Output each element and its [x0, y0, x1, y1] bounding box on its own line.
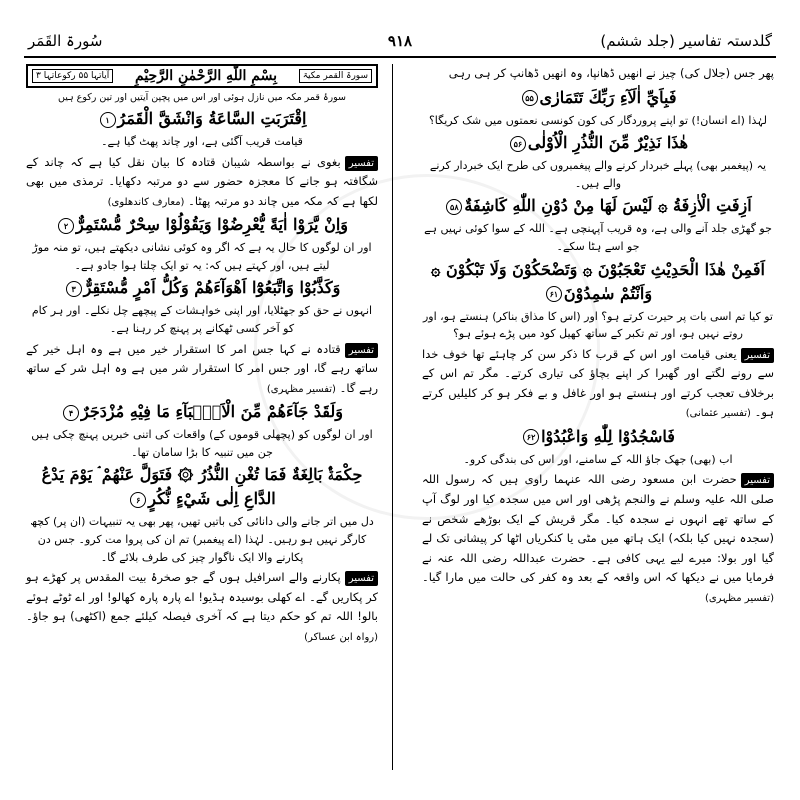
- verse-text: وَاِنْ يَّرَوْا اٰيَةً يُّعْرِضُوْا وَيَقُوْلُوْا سِحْرٌ مُّسْتَمِرٌّ: [75, 215, 348, 235]
- quran-verse: [26, 463, 378, 511]
- quran-verse: [422, 425, 774, 449]
- verse-number-marker: ۳: [66, 281, 82, 297]
- verse-text: اَفَمِنْ هٰذَا الْحَدِيْثِ تَعْجَبُوْنَ ۞ وَتَضْحَكُوْنَ وَلَا تَبْكُوْنَ ۞ وَاَنْتُمْ سٰمِدُوْنَ: [431, 259, 765, 303]
- verse-number-marker: ۴: [63, 405, 79, 421]
- tafsir-label: تفسیر: [741, 348, 774, 363]
- verse-number-marker: ۵۶: [510, 136, 526, 152]
- verse-text: هٰذَا نَذِيْرٌ مِّنَ النُّذُرِ الْاُوْلٰى: [527, 133, 689, 153]
- tafsir-label: تفسیر: [345, 156, 378, 171]
- tafsir-source: (معارف کاندھلوی): [107, 196, 185, 208]
- verse-text: اَزِفَتِ الْاٰزِفَةُ ۞ لَيْسَ لَهَا مِنْ دُوْنِ اللّٰهِ كَاشِفَةٌ: [464, 196, 752, 216]
- verse-text: حِكْمَةٌۢ بَالِغَةٌ فَمَا تُغْنِ النُّذُرُ ۞ فَتَوَلَّ عَنْهُمْ ۘ يَوْمَ يَدْعُ الدَّاعِ اِلٰى شَيْءٍ نُّكُرٍ: [41, 465, 363, 509]
- verse-number-marker: ۶۲: [523, 429, 539, 445]
- surah-header-box: [26, 64, 378, 88]
- tafsir-source: (تفسیر عثمانی): [685, 408, 751, 420]
- verse-text: فَبِاَيِّ اٰلَآءِ رَبِّكَ تَتَمَارٰى: [539, 87, 677, 107]
- verse-translation: قیامت قریب آگئی ہے، اور چاند پھٹ گیا ہے۔: [101, 135, 303, 148]
- tafsir-paragraph: [422, 470, 774, 607]
- verse-translation: انہوں نے حق کو جھٹلایا، اور اپنی خواہشات کے پیچھے چل نکلے۔ اور ہر کام کو آخر کسی ٹھکانے پر پہنچ کر رہنا ہے۔: [31, 304, 373, 336]
- tafsir-source: (تفسیر مظہری): [704, 592, 774, 604]
- tafsir-label: تفسیر: [345, 571, 378, 586]
- commentary-text: پھر جس (جلال کی) چیز نے انھیں ڈھانپا، وہ انھیں ڈھانپ کر ہی رہی: [448, 66, 774, 80]
- verse-number-marker: ۲: [58, 218, 74, 234]
- right-column: [420, 64, 776, 770]
- verse-text: اِقْتَرَبَتِ السَّاعَةُ وَانْشَقَّ الْقَمَرُ: [117, 109, 307, 128]
- tafsir-text: بغوی نے بواسطہ شیبان قتادہ کا بیان نقل کیا ہے کہ چاند کے شگافتہ ہو جانے کا معجزہ حضور سے دو مرتبہ دکھایا۔ ترمذی میں بھی لکھا ہے کہ مکہ میں چاند دو مرتبہ پھٹا۔: [26, 154, 378, 208]
- quran-verse: [422, 258, 774, 306]
- surah-info: سورۂ قمر مکہ میں نازل ہوئی اور اس میں پچپن آیتیں اور تین رکوع ہیں: [58, 92, 346, 103]
- verse-translation: اب (بھی) جھک جاؤ اللہ کے سامنے، اور اس کی بندگی کرو۔: [463, 452, 733, 466]
- verse-number-marker: ۱: [100, 112, 116, 128]
- tafsir-source: (تفسیر مظہری): [266, 383, 336, 395]
- column-divider: [392, 64, 393, 770]
- verse-number-marker: ۶۱: [546, 286, 562, 302]
- tafsir-text: یعنی قیامت اور اس کے قرب کا ذکر سن کر چاہئے تھا خوف خدا سے رونے لگتے اور گھبرا کر اپنے بچاؤ کی تیاری کرتے۔ مگر تم اس کے برخلاف تعجب کرتے اور ہنستے ہو اور غافل و بے فکر ہو کر کلیلیں کرتے ہو۔: [422, 346, 774, 420]
- verse-number-marker: ۵۵: [522, 90, 538, 106]
- verse-translation: جو گھڑی جلد آنے والی ہے، وہ قریب آپہنچی ہے۔ اللہ کے سوا کوئی نہیں ہے جو اسے ہٹا سکے۔: [424, 222, 772, 253]
- quran-verse: [26, 213, 378, 237]
- tafsir-text: حضرت ابن مسعود رضی اللہ عنہما راوی ہیں کہ رسول اللہ صلی اللہ علیہ وسلم نے والنجم پڑھی اور اس میں سجدہ کیا اور لوگ آپ کے ساتھ تھے انہوں نے سجدہ کیا۔ مگر قریش کے ایک بوڑھے شخص نے (سجدہ نہیں کیا بلکہ) ایک ہاتھ میں مٹی یا کنکریاں اٹھا کر پیشانی تک لے گیا اور بولا: میرے لیے یہی کافی ہے۔ حضرت عبداللہ رضی اللہ عنہ نے فرمایا میں نے دیکھا کہ اس واقعہ کے بعد وہ کفر کی حالت میں مارا گیا۔: [422, 472, 774, 585]
- tafsir-text: پکارنے والے اسرافیل ہوں گے جو صخرۂ بیت المقدس پر کھڑے ہو کر پکاریں گے۔ اے کھلی بوسیدہ ہڈیو! اے پارہ پارہ کھالو! اور اے ٹوٹے ہوئے بالو! اللہ تم کو حکم دیتا ہے کہ آخری فیصلہ کیلئے جمع (اکٹھی) ہو جاؤ۔: [26, 570, 378, 624]
- verse-text: وَلَقَدْ جَآءَهُمْ مِّنَ الْاَنْۢبَآءِ مَا فِيْهِ مُزْدَجَرٌ: [81, 402, 343, 422]
- verse-translation: دل میں اتر جانے والی دانائی کی باتیں تھیں، پھر بھی یہ تنبیہات (ان پر) کچھ کارگر نہیں ہو رہیں۔ لہٰذا (اے پیغمبر) تم ان کی پروا مت کرو۔ جس دن پکارنے والا ایک ناگوار چیز کی طرف بلائے گا۔: [30, 515, 374, 564]
- verse-number-marker: ۶: [130, 492, 146, 508]
- verse-text: فَاسْجُدُوْا لِلّٰهِ وَاعْبُدُوْا: [541, 426, 675, 446]
- tafsir-paragraph: [26, 153, 378, 212]
- surah-name-badge: سورۃ القمر مکیۃ: [299, 69, 372, 83]
- quran-verse: [26, 107, 378, 131]
- tafsir-text: قتادہ نے کہا جس امر کا استقرار خیر میں ہے وہ اہل خیر کے ساتھ رہے گا، اور جس امر کا استقرار شر میں ہے وہ اہل شر کے ساتھ رہے گا۔: [26, 341, 378, 395]
- verse-translation: تو کیا تم اسی بات پر حیرت کرتے ہو؟ اور (اس کا مذاق بناکر) ہنستے ہو، اور روتے نہیں ہو، اور تم تکبر کے ساتھ کھیل کود میں پڑے ہوئے ہو؟: [423, 309, 773, 341]
- verse-count-badge: آیاتہا ۵۵ رکوعاتہا ۳: [32, 69, 113, 83]
- tafsir-label: تفسیر: [345, 343, 378, 358]
- page-header: [24, 32, 776, 58]
- verse-text: وَكَذَّبُوْا وَاتَّبَعُوْٓا اَهْوَآءَهُمْ وَكُلُّ اَمْرٍ مُّسْتَقِرٌّ: [83, 278, 341, 298]
- verse-translation: لہٰذا (اے انسان!) تو اپنے پروردگار کی کون کونسی نعمتوں میں شک کریگا؟: [428, 113, 768, 127]
- tafsir-paragraph: [422, 345, 774, 423]
- document-page: [24, 24, 776, 776]
- basmala: بِسْمِ اللّٰهِ الرَّحْمٰنِ الرَّحِيْمِ: [135, 68, 277, 84]
- quran-verse: [26, 276, 378, 300]
- verse-translation: اور ان لوگوں کو (پچھلی قوموں کے) واقعات کی اتنی خبریں پہنچ چکی ہیں جن میں تنبیہ کا بڑا سامان تھا۔: [31, 428, 373, 459]
- tafsir-paragraph: [26, 340, 378, 399]
- verse-translation: اور ان لوگوں کا حال یہ ہے کہ اگر وہ کوئی نشانی دیکھتے ہیں، تو منہ موڑ لیتے ہیں، اور کہتے ہیں کہ: یہ تو ایک چلتا ہوا جادو ہے۔: [32, 241, 372, 272]
- quran-verse: [26, 400, 378, 424]
- tafsir-paragraph: [26, 568, 378, 646]
- page-number: ۹۱۸: [387, 32, 413, 50]
- quran-verse: [422, 86, 774, 110]
- left-column: [24, 64, 380, 770]
- verse-translation: یہ (پیغمبر بھی) پہلے خبردار کرنے والے پیغمبروں کی طرح ایک خبردار کرنے والے ہیں۔: [429, 159, 767, 190]
- header-surah-name: سُورۃ القَمَر: [28, 32, 103, 50]
- quran-verse: [422, 194, 774, 218]
- verse-number-marker: ۵۸: [446, 199, 462, 215]
- quran-verse: [422, 131, 774, 155]
- header-book-title: گلدستہ تفاسیر (جلد ششم): [600, 32, 772, 50]
- tafsir-source: (رواہ ابن عساکر): [304, 631, 378, 643]
- left-column-blocks: [24, 107, 380, 646]
- tafsir-label: تفسیر: [741, 473, 774, 488]
